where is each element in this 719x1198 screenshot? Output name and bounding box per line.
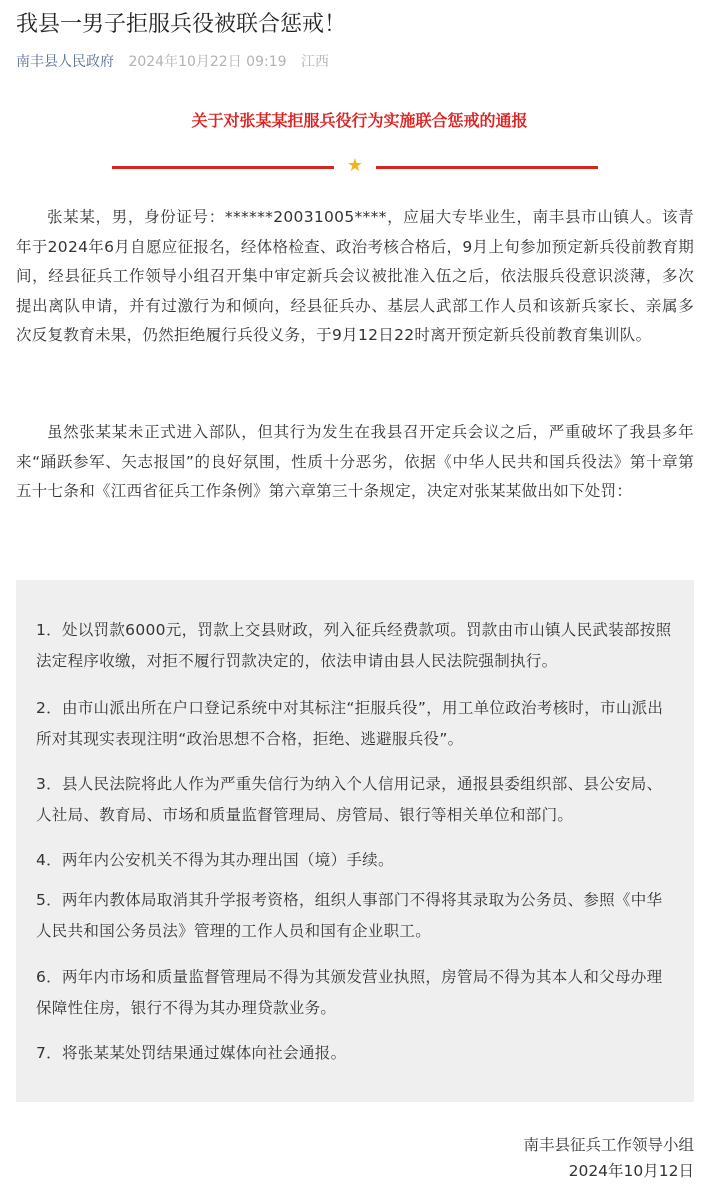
divider-line-right [376,166,598,169]
title-divider [112,155,598,178]
penalty-item: 3．县人民法院将此人作为严重失信行为纳入个人信用记录，通报县委组织部、县公安局、人社局、教育局、市场和质量监督管理局、房管局、银行等相关单位和部门。 [36,775,663,824]
source-link[interactable]: 南丰县人民政府 [16,54,114,70]
body-paragraph: 张某某，男，身份证号：******20031005****，应届大专毕业生，南丰县市山镇人。该青年于2024年6月自愿应征报名，经体格检查、政治考核合格后，9月上旬参加预定新兵役前教育期间，经县征兵工作领导小组召开集中审定新兵会议被批准入伍之后，依法服兵役意识淡薄，多次提出离队申请，并有过激行为和倾向，经县征兵办、基层人武部工作人员和该新兵家长、亲属多次反复教育未果，仍然拒绝履行兵役义务，于9月12日22时离开预定新兵役前教育集训队。 [16,208,694,344]
publish-region: 江西 [300,54,329,70]
penalty-item: 5．两年内教体局取消其升学报考资格，组织人事部门不得将其录取为公务员、参照《中华人民共和国公务员法》管理的工作人员和国有企业职工。 [36,891,663,940]
penalty-item: 1．处以罚款6000元，罚款上交县财政，列入征兵经费款项。罚款由市山镇人民武装部按照法定程序收缴，对拒不履行罚款决定的，依法申请由县人民法院强制执行。 [36,621,672,670]
penalty-item: 6．两年内市场和质量监督管理局不得为其颁发营业执照，房管局不得为其本人和父母办理保障性住房，银行不得为其办理贷款业务。 [36,968,663,1017]
body-paragraph: 虽然张某某未正式进入部队，但其行为发生在我县召开定兵会议之后，严重破坏了我县多年来“踊跃参军、矢志报国”的良好氛围，性质十分恶劣，依据《中华人民共和国兵役法》第十章第五十七条和《江西省征兵工作条例》第六章第三十条规定，决定对张某某做出如下处罚： [16,423,694,500]
notice-subtitle: 关于对张某某拒服兵役行为实施联合惩戒的通报 [191,111,528,130]
penalty-list-box [16,580,694,1102]
article-meta [16,52,329,72]
penalty-item: 7．将张某某处罚结果通过媒体向社会通报。 [36,1044,347,1062]
publish-date: 2024年10月22日 09:19 [128,54,287,70]
article-title: 我县一男子拒服兵役被联合惩戒！ [16,12,347,37]
penalty-item: 4．两年内公安机关不得为其办理出国（境）手续。 [36,851,394,869]
star-icon: ★ [346,155,364,176]
divider-line-left [112,166,334,169]
signature-org: 南丰县征兵工作领导小组 [523,1136,694,1154]
penalty-item: 2．由市山派出所在户口登记系统中对其标注“拒服兵役”，用工单位政治考核时，市山派出所对其现实表现注明“政治思想不合格，拒绝、逃避服兵役”。 [36,699,664,748]
signature-date: 2024年10月12日 [568,1162,694,1180]
